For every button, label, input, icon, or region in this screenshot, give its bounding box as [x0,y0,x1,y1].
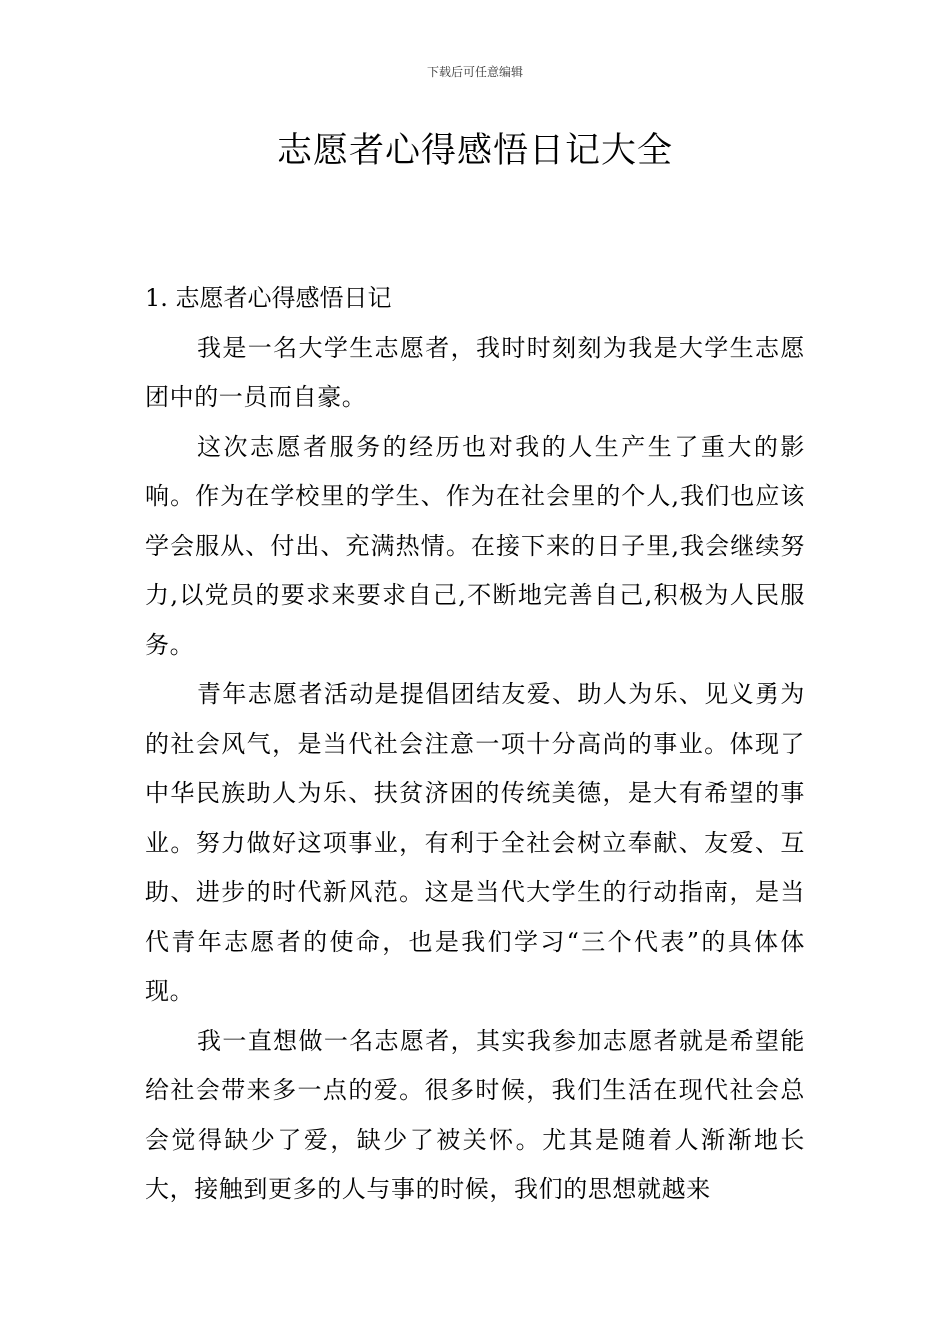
paragraph-1: 我是一名大学生志愿者，我时时刻刻为我是大学生志愿团中的一员而自豪。 [145,333,805,411]
document-body [145,274,805,1215]
section-heading: 1. 志愿者心得感悟日记 [145,284,392,312]
header-note: 下载后可任意编辑 [426,65,523,79]
document-title: 志愿者心得感悟日记大全 [276,131,673,171]
paragraph-3: 青年志愿者活动是提倡团结友爱、助人为乐、见义勇为的社会风气，是当代社会注意一项十分高尚的事业。体现了中华民族助人为乐、扶贫济困的传统美德，是大有希望的事业。努力做好这项事业，有利于全社会树立奉献、友爱、互助、进步的时代新风范。这是当代大学生的行动指南，是当代青年志愿者的使命，也是我们学习“三个代表”的具体体现。 [145,680,805,1005]
paragraph-2: 这次志愿者服务的经历也对我的人生产生了重大的影响。作为在学校里的学生、作为在社会里的个人,我们也应该学会服从、付出、充满热情。在接下来的日子里,我会继续努力,以党员的要求来要求自己,不断地完善自己,积极为人民服务。 [145,432,805,659]
paragraph-4: 我一直想做一名志愿者，其实我参加志愿者就是希望能给社会带来多一点的爱。很多时候，我们生活在现代社会总会觉得缺少了爱，缺少了被关怀。尤其是随着人渐渐地长大，接触到更多的人与事的时候，我们的思想就越来 [145,1026,805,1203]
